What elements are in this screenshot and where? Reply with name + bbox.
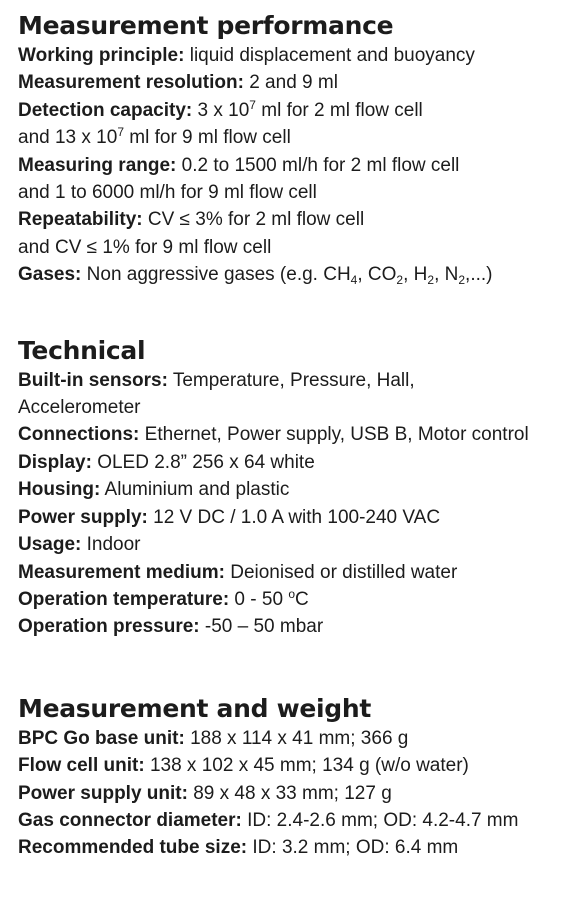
spec-operation-temperature: Operation temperature: 0 - 50 $^o$C [18,586,309,610]
spec-power-supply-unit: Power supply unit: 89 x 48 x 33 mm; 127 g [18,782,392,804]
spec-base-unit: BPC Go base unit: 188 x 114 x 41 mm; 366 g [18,727,409,749]
section-technical [18,335,578,641]
spec-built-in-sensors-cont: Accelerometer [18,397,141,419]
spec-built-in-sensors: Built-in sensors: Temperature, Pressure, Hall, [18,369,415,391]
spec-housing: Housing: Aluminium and plastic [18,479,290,501]
spec-gases: Gases: Non aggressive gases (e.g. $CH_4$, $CO_2$, $H_2$, $N_2$,...) [18,264,493,288]
spec-measurement-medium: Measurement medium: Deionised or distilled water [18,561,458,583]
spec-measuring-range: Measuring range: 0.2 to 1500 ml/h for 2 ml flow cell [18,154,460,176]
spec-detection-capacity-cont: and 13 x $10^7$ ml for 9 ml flow cell [18,125,291,149]
spec-sheet [18,10,578,862]
section-title: Measurement performance [18,11,394,40]
spec-connections: Connections: Ethernet, Power supply, USB B, Motor control [18,424,529,446]
spec-repeatability-cont: and CV ≤ 1% for 9 ml flow cell [18,236,272,258]
spec-gas-connector-diameter: Gas connector diameter: ID: 2.4-2.6 mm; OD: 4.2-4.7 mm [18,809,519,831]
spec-repeatability: Repeatability: CV ≤ 3% for 2 ml flow cell [18,209,365,231]
spec-measurement-resolution: Measurement resolution: 2 and 9 ml [18,72,338,94]
spec-working-principle: Working principle: liquid displacement and buoyancy [18,45,475,66]
spec-detection-capacity: Detection capacity: 3 x $10^7$ ml for 2 ml flow cell [18,97,423,121]
spec-display: Display: OLED 2.8” 256 x 64 white [18,451,315,473]
section-measurement-and-weight [18,693,578,862]
section-title: Technical [18,335,146,365]
section-measurement-performance [18,10,578,289]
spec-power-supply: Power supply: 12 V DC / 1.0 A with 100-240 VAC [18,506,441,528]
spec-measuring-range-cont: and 1 to 6000 ml/h for 9 ml flow cell [18,182,317,204]
spec-flow-cell-unit: Flow cell unit: 138 x 102 x 45 mm; 134 g (w/o water) [18,755,469,777]
section-title: Measurement and weight [18,693,372,723]
spec-usage: Usage: Indoor [18,534,141,556]
spec-operation-pressure: Operation pressure: -50 – 50 mbar [18,616,324,638]
spec-recommended-tube-size: Recommended tube size: ID: 3.2 mm; OD: 6.4 mm [18,837,459,859]
